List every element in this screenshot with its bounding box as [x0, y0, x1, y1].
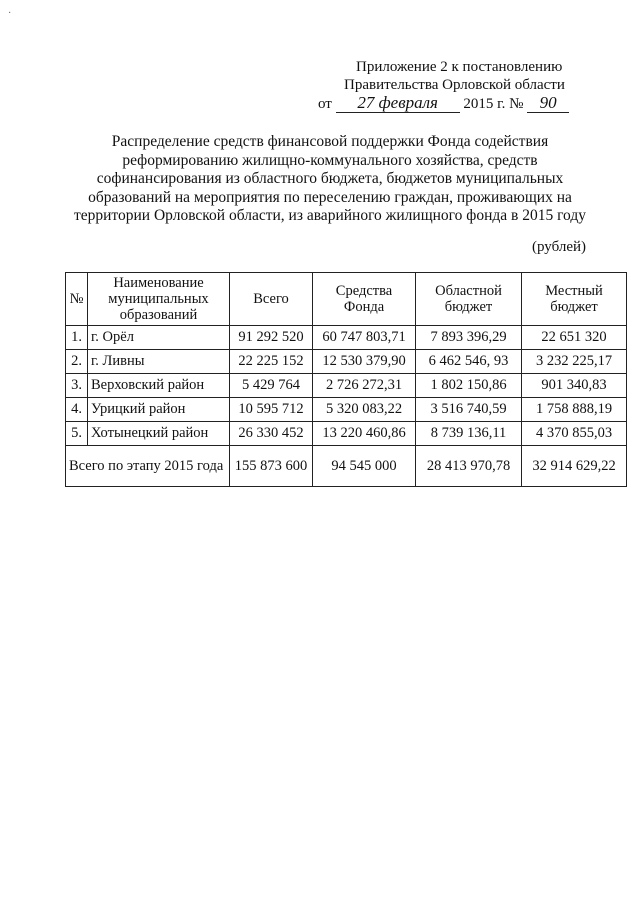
row-total: 91 292 520	[230, 326, 313, 350]
row-local: 3 232 225,17	[522, 350, 627, 374]
table-row	[66, 350, 627, 374]
row-total: 5 429 764	[230, 374, 313, 398]
row-fund: 5 320 083,22	[313, 398, 416, 422]
units-label: (рублей)	[532, 239, 587, 255]
row-local: 901 340,83	[522, 374, 627, 398]
header-regional: Областной бюджет	[416, 273, 522, 326]
total-fund: 94 545 000	[313, 446, 416, 487]
row-name: г. Ливны	[88, 350, 230, 374]
row-local: 4 370 855,03	[522, 422, 627, 446]
total-regional: 28 413 970,78	[416, 446, 522, 487]
row-no: 5.	[66, 422, 88, 446]
row-total: 26 330 452	[230, 422, 313, 446]
row-regional: 7 893 396,29	[416, 326, 522, 350]
row-regional: 3 516 740,59	[416, 398, 522, 422]
header-fund: Средства Фонда	[313, 273, 416, 326]
row-regional: 8 739 136,11	[416, 422, 522, 446]
row-no: 4.	[66, 398, 88, 422]
appendix-header	[300, 58, 590, 113]
row-name: Верховский район	[88, 374, 230, 398]
row-name: Урицкий район	[88, 398, 230, 422]
row-fund: 13 220 460,86	[313, 422, 416, 446]
row-fund: 60 747 803,71	[313, 326, 416, 350]
table-row	[66, 326, 627, 350]
total-local: 32 914 629,22	[522, 446, 627, 487]
total-label: Всего по этапу 2015 года	[66, 446, 230, 487]
row-total: 22 225 152	[230, 350, 313, 374]
handwritten-number: 90	[527, 94, 569, 113]
row-no: 1.	[66, 326, 88, 350]
row-local: 1 758 888,19	[522, 398, 627, 422]
document-title: Распределение средств финансовой поддержки Фонда содействия реформированию жилищно-коммунального хозяйства, средств софинансирования из областного бюджета, бюджетов муниципальных образований на мероприятия по переселению граждан, проживающих на территории Орловской области, из аварийного жилищного фонда в 2015 году	[73, 133, 586, 224]
appendix-header-line1: Приложение 2 к постановлению	[356, 59, 563, 75]
table-row	[66, 374, 627, 398]
row-regional: 6 462 546, 93	[416, 350, 522, 374]
total-all: 155 873 600	[230, 446, 313, 487]
header-local: Местный бюджет	[522, 273, 627, 326]
row-total: 10 595 712	[230, 398, 313, 422]
row-local: 22 651 320	[522, 326, 627, 350]
row-fund: 2 726 272,31	[313, 374, 416, 398]
header-name: Наименование муниципальных образований	[88, 273, 230, 326]
handwritten-date: 27 февраля	[336, 94, 460, 113]
header-no: №	[66, 273, 88, 326]
header-total: Всего	[230, 273, 313, 326]
table-total-row	[66, 446, 627, 487]
year-text: 2015 г. №	[463, 96, 524, 112]
row-name: г. Орёл	[88, 326, 230, 350]
row-name: Хотынецкий район	[88, 422, 230, 446]
from-label: от	[318, 96, 332, 112]
table-row	[66, 422, 627, 446]
row-regional: 1 802 150,86	[416, 374, 522, 398]
table-row	[66, 398, 627, 422]
row-no: 2.	[66, 350, 88, 374]
scan-speck: ·	[8, 8, 12, 19]
appendix-header-line2: Правительства Орловской области	[344, 77, 565, 93]
row-no: 3.	[66, 374, 88, 398]
distribution-table	[65, 272, 627, 487]
table-header-row	[66, 273, 627, 326]
appendix-header-date-line	[300, 94, 590, 113]
row-fund: 12 530 379,90	[313, 350, 416, 374]
